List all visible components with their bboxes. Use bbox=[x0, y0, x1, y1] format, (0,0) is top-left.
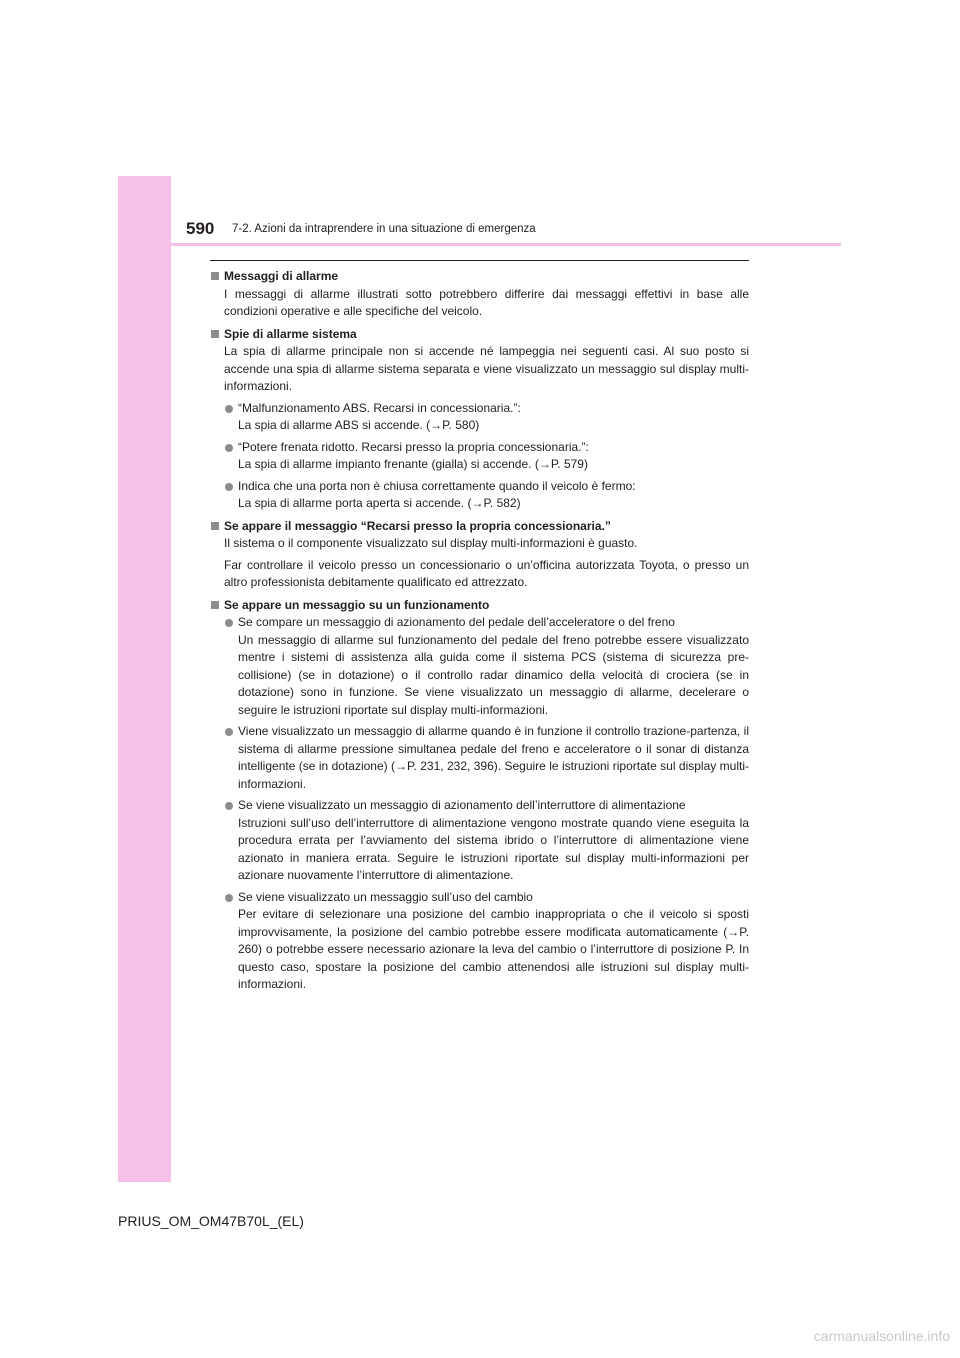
list-item: Viene visualizzato un messaggio di allarme quando è in funzione il controllo trazione-partenza, il sistema di allarme pressione simultanea pedale del freno e acceleratore o il sonar di distanza intelligente (se in dotazione) (→P. 231, 232, 396). Seguire le istruzioni riportate sul display multi-informazioni. bbox=[210, 723, 749, 793]
content-body bbox=[210, 268, 749, 999]
circle-bullet-icon bbox=[225, 619, 233, 627]
list-item: “Malfunzionamento ABS. Recarsi in concessionaria.”: La spia di allarme ABS si accende. (→P. 580) bbox=[210, 400, 749, 435]
section-heading: Messaggi di allarme bbox=[210, 268, 749, 286]
document-code: PRIUS_OM_OM47B70L_(EL) bbox=[118, 1213, 304, 1229]
circle-bullet-icon bbox=[225, 405, 233, 413]
square-bullet-icon bbox=[211, 272, 219, 280]
circle-bullet-icon bbox=[225, 894, 233, 902]
page-number: 590 bbox=[186, 219, 215, 238]
list-item: Se viene visualizzato un messaggio di azionamento dell’interruttore di alimentazione Istruzioni sull’uso dell’interruttore di alimentazione vengono mostrate quando viene eseguita la procedura errata per l’avviamento del sistema ibrido o l’interruttore di alimentazione viene azionato in maniera errata. Seguire le istruzioni riportate sul display multi-informazioni per azionare nuovamente l’interruttore di alimentazione. bbox=[210, 797, 749, 885]
paragraph: Far controllare il veicolo presso un concessionario o un’officina autorizzata Toyota, o presso un altro professionista debitamente qualificato ed attrezzato. bbox=[224, 557, 749, 589]
square-bullet-icon bbox=[211, 330, 219, 338]
content-divider bbox=[210, 260, 749, 261]
square-bullet-icon bbox=[211, 522, 219, 530]
list-item: “Potere frenata ridotto. Recarsi presso la propria concessionaria.”: La spia di allarme impianto frenante (gialla) si accende. (→P. 579) bbox=[210, 439, 749, 474]
paragraph: Il sistema o il componente visualizzato sul display multi-informazioni è guasto. bbox=[224, 536, 638, 550]
circle-bullet-icon bbox=[225, 444, 233, 452]
paragraph: La spia di allarme principale non si accende né lampeggia nei seguenti casi. Al suo posto si accende una spia di allarme sistema separata e viene visualizzato un messaggio sul display multi-informazioni. bbox=[224, 344, 749, 393]
section-messaggio-funzionamento bbox=[210, 597, 749, 994]
paragraph: I messaggi di allarme illustrati sotto potrebbero differire dai messaggi effettivi in base alle condizioni operative e alle specifiche del veicolo. bbox=[224, 286, 749, 318]
section-spie-di-allarme bbox=[210, 326, 749, 513]
list-item: Se compare un messaggio di azionamento del pedale dell’acceleratore o del freno Un messaggio di allarme sul funzionamento del pedale del freno potrebbe essere visualizzato mentre i sistemi di assistenza alla guida come il sistema PCS (sistema di sicurezza pre-collisione) (se in dotazione) o il controllo radar dinamico della velocità di crociera (se in dotazione) sono in funzione. Se viene visualizzato un messaggio di allarme, decelerare o seguire le istruzioni riportate sul display multi-informazioni. bbox=[210, 614, 749, 719]
square-bullet-icon bbox=[211, 601, 219, 609]
circle-bullet-icon bbox=[225, 483, 233, 491]
section-recarsi-concessionaria bbox=[210, 518, 749, 592]
watermark: carmanualsonline.info bbox=[813, 1328, 950, 1344]
section-messaggi-di-allarme bbox=[210, 268, 749, 321]
section-heading: Se appare il messaggio “Recarsi presso la propria concessionaria.” bbox=[210, 518, 749, 536]
section-title: 7-2. Azioni da intraprendere in una situazione di emergenza bbox=[232, 223, 536, 235]
circle-bullet-icon bbox=[225, 802, 233, 810]
header-rule bbox=[171, 243, 841, 246]
section-heading: Spie di allarme sistema bbox=[210, 326, 749, 344]
side-tab-bar bbox=[118, 176, 171, 1182]
section-heading: Se appare un messaggio su un funzionamento bbox=[210, 597, 749, 615]
list-item: Se viene visualizzato un messaggio sull’uso del cambio Per evitare di selezionare una posizione del cambio inappropriata o che il veicolo si sposti improvvisamente, la posizione del cambio potrebbe essere modificata automaticamente (→P. 260) o potrebbe essere necessario azionare la leva del cambio o l’interruttore di posizione P. In questo caso, spostare la posizione del cambio attenendosi alle istruzioni sul display multi-informazioni. bbox=[210, 889, 749, 994]
circle-bullet-icon bbox=[225, 728, 233, 736]
list-item: Indica che una porta non è chiusa correttamente quando il veicolo è fermo: La spia di allarme porta aperta si accende. (→P. 582) bbox=[210, 478, 749, 513]
